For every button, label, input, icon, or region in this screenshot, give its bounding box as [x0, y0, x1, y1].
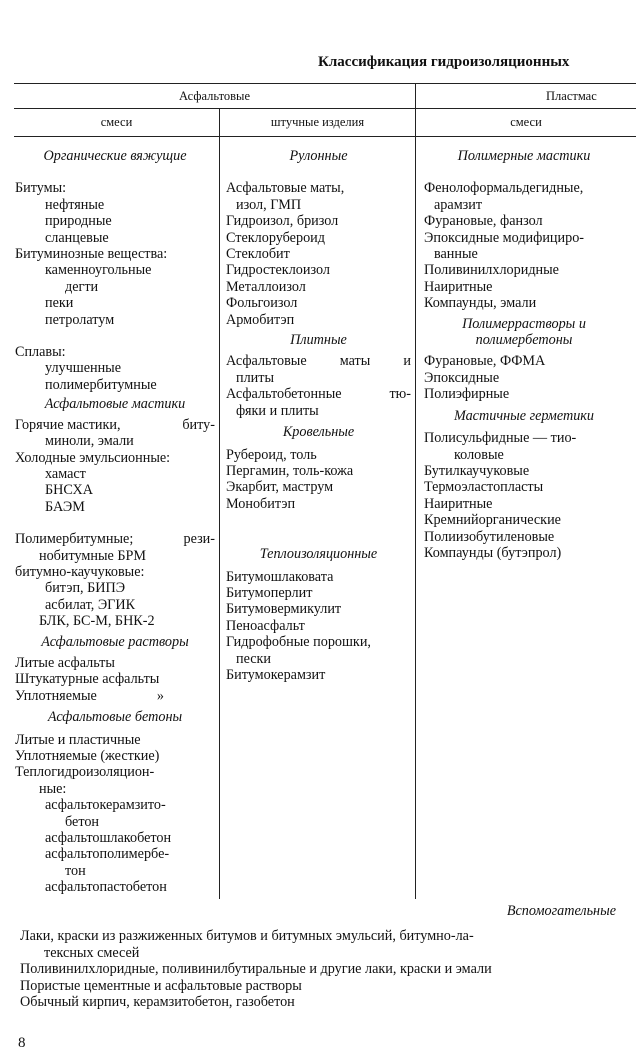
list-item: асфальтопастобетон	[45, 879, 167, 896]
column-2	[226, 148, 411, 683]
section-heading: Асфальтовые бетоны	[47, 709, 183, 726]
list-item: Эпоксидные	[424, 369, 500, 386]
text-part: Уплотняемые	[15, 687, 97, 704]
list-item: Фурановые, фанзол	[424, 213, 543, 230]
list-item: Пеноасфальт	[226, 617, 305, 634]
list-item: миноли, эмали	[45, 433, 134, 450]
list-item: Фенолоформальдегидные,	[424, 180, 584, 197]
list-item: Армобитэп	[226, 311, 295, 328]
list-item: Литые и пластичные	[15, 731, 141, 748]
header-col1: смеси	[100, 115, 133, 129]
header-col3: смеси	[510, 115, 542, 129]
list-item: Пергамин, толь-кожа	[226, 462, 354, 479]
list-item: Стеклобит	[226, 246, 290, 263]
list-item: Гидростеклоизол	[226, 262, 330, 279]
list-item: Полиизобутиленовые	[424, 528, 555, 545]
list-item: арамзит	[434, 196, 483, 213]
text-part: Горячие мастики,	[15, 416, 121, 433]
text-part: Асфальтовые	[226, 353, 307, 370]
text-part: Асфальтобетонные	[226, 386, 342, 403]
list-item: природные	[45, 213, 112, 230]
list-item: тексных смесей	[44, 944, 140, 961]
list-item: изол, ГМП	[236, 196, 302, 213]
text-part: »	[156, 687, 164, 704]
section-heading: Плитные	[290, 332, 347, 349]
column-divider-2	[415, 84, 416, 899]
section-heading: Полимеррастворы и	[462, 315, 586, 332]
list-item: Стеклорубероид	[226, 229, 325, 246]
list-item: бетон	[65, 813, 100, 830]
list-item: плиты	[236, 369, 274, 386]
list-item: Наиритные	[424, 278, 493, 295]
list-item: фяки и плиты	[236, 402, 319, 419]
list-item: хамаст	[45, 465, 86, 482]
header-middle-rule	[14, 108, 636, 109]
list-item	[15, 688, 215, 704]
list-item: Обычный кирпич, керамзитобетон, газобетон	[20, 994, 295, 1011]
list-item: Теплогидроизоляцион-	[15, 764, 155, 781]
list-item: Гидроизол, бризол	[226, 213, 339, 230]
list-item: Битумовермикулит	[226, 601, 342, 618]
list-item: битэп, БИПЭ	[45, 580, 126, 597]
list-item: Гидрофобные порошки,	[226, 634, 371, 651]
list-item: асфальтошлакобетон	[45, 830, 172, 847]
list-item: нефтяные	[45, 196, 105, 213]
list-item: тон	[65, 862, 86, 879]
text-part: тю-	[389, 386, 411, 403]
list-item: Металлоизол	[226, 278, 306, 295]
list-item: Асфальтовые маты,	[226, 180, 345, 197]
list-item: Термоэластопласты	[424, 479, 544, 496]
list-item: Бутилкаучуковые	[424, 462, 530, 479]
header-group-plastic: Пластмас	[546, 89, 597, 103]
text-part: Полимербитумные;	[15, 531, 134, 548]
list-item: Фурановые, ФФМА	[424, 353, 546, 370]
list-item: асфальтополимербе-	[45, 846, 170, 863]
section-heading: Теплоизоляционные	[259, 546, 378, 563]
list-item: Рубероид, толь	[226, 446, 317, 463]
section-heading: Асфальтовые растворы	[41, 633, 189, 650]
list-item: нобитумные БРМ	[39, 547, 147, 564]
text-part: биту-	[182, 416, 215, 433]
list-item: Кремнийорганические	[424, 512, 561, 529]
list-item: битумно-каучуковые:	[15, 563, 145, 580]
list-item: ные:	[39, 780, 67, 797]
section-heading: полимербетоны	[475, 332, 573, 349]
list-item: БАЭМ	[45, 498, 85, 515]
list-item: Битумы:	[15, 180, 67, 197]
list-item: Наиритные	[424, 495, 493, 512]
list-item	[226, 386, 411, 402]
list-item: Полиэфирные	[424, 386, 510, 403]
list-item: Сплавы:	[15, 344, 66, 361]
list-item: Монобитэп	[226, 495, 296, 512]
list-item: Штукатурные асфальты	[15, 671, 160, 688]
list-item: Пористые цементные и асфальтовые растворы	[20, 977, 302, 994]
auxiliary-list	[20, 928, 492, 1011]
list-item: сланцевые	[45, 229, 109, 246]
list-item: Лаки, краски из разжиженных битумов и битумных эмульсий, битумно-ла-	[20, 928, 474, 944]
list-item	[15, 531, 215, 547]
section-heading: Кровельные	[282, 424, 355, 441]
list-item: Поливинилхлоридные	[424, 262, 559, 279]
column-3	[424, 148, 624, 561]
list-item: Битуминозные вещества:	[15, 246, 168, 263]
list-item: Полисульфидные — тио-	[424, 430, 577, 447]
header-group-asphalt: Асфальтовые	[178, 89, 251, 103]
list-item: ванные	[434, 246, 478, 263]
header-col2: штучные изделия	[270, 115, 365, 129]
column-1	[15, 148, 215, 896]
section-heading: Полимерные мастики	[457, 148, 591, 164]
table-top-rule	[14, 83, 636, 84]
list-item: петролатум	[45, 311, 115, 328]
list-item: Битумокерамзит	[226, 666, 326, 683]
text-part: маты	[339, 353, 371, 370]
list-item: Эпоксидные модифициро-	[424, 229, 585, 246]
list-item	[226, 353, 411, 369]
list-item: асфальтокерамзито-	[45, 797, 166, 814]
section-heading: Рулонные	[289, 148, 348, 164]
list-item: коловые	[454, 446, 504, 463]
list-item: Холодные эмульсионные:	[15, 449, 171, 466]
list-item: асбилат, ЭГИК	[45, 596, 136, 613]
section-heading-auxiliary: Вспомогательные	[506, 903, 616, 919]
list-item: пеки	[45, 295, 74, 312]
page-title: Классификация гидроизоляционных	[318, 54, 570, 70]
list-item: каменноугольные	[45, 262, 152, 279]
list-item: Фольгоизол	[226, 295, 298, 312]
text-part: и	[403, 353, 411, 370]
section-heading: Органические вяжущие	[43, 148, 187, 164]
column-divider-1	[219, 109, 220, 899]
list-item: Компаунды, эмали	[424, 295, 537, 312]
list-item: Уплотняемые (жесткие)	[15, 748, 160, 764]
section-heading: Мастичные герметики	[453, 407, 595, 424]
list-item: дегти	[65, 278, 99, 295]
list-item	[15, 417, 215, 433]
list-item: Экарбит, маструм	[226, 479, 334, 496]
header-bottom-rule	[14, 136, 636, 137]
list-item: полимербитумные	[45, 376, 157, 393]
list-item: БНСХА	[45, 482, 93, 499]
list-item: Поливинилхлоридные, поливинилбутиральные и другие лаки, краски и эмали	[20, 961, 492, 978]
list-item: Битумошлаковата	[226, 568, 334, 585]
list-item: Компаунды (бутэпрол)	[424, 544, 562, 561]
list-item: пески	[236, 650, 272, 667]
section-heading: Асфальтовые мастики	[44, 396, 186, 413]
list-item: улучшенные	[45, 360, 122, 377]
list-item: БЛК, БС-М, БНК-2	[39, 613, 155, 630]
list-item: Литые асфальты	[15, 654, 115, 671]
page-number: 8	[18, 1035, 26, 1051]
text-part: рези-	[183, 531, 215, 548]
list-item: Битумоперлит	[226, 584, 313, 601]
